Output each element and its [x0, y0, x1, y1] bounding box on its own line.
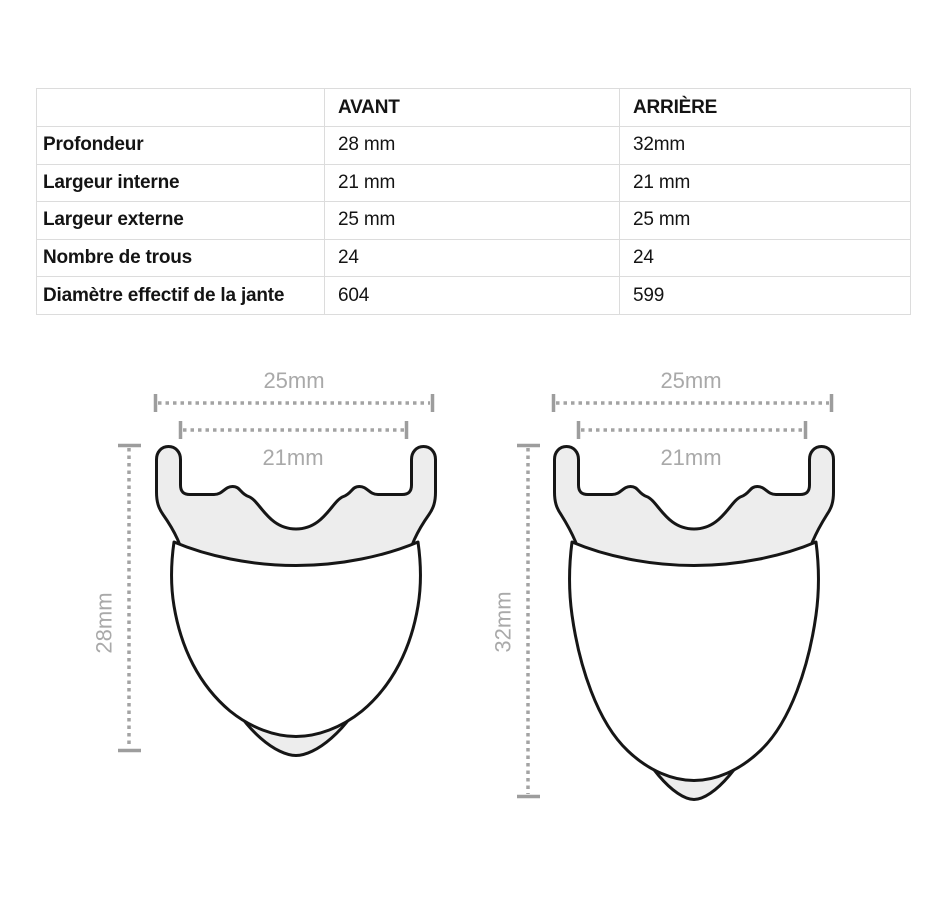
- header-cell-rear: ARRIÈRE: [620, 89, 911, 127]
- table-row: [37, 202, 911, 240]
- rear-rim-diagram: [470, 360, 850, 820]
- front-rim-diagram: [70, 360, 450, 780]
- table-row: [37, 277, 911, 315]
- front-rim-cross-section: [157, 447, 436, 756]
- rear-inner-width-label: 21mm: [660, 445, 722, 470]
- rear-value: 25 mm: [620, 202, 911, 240]
- front-inner-width-label: 21mm: [262, 445, 324, 470]
- front-value: 21 mm: [325, 164, 620, 202]
- front-outer-width-label: 25mm: [263, 368, 325, 393]
- specs-table: [36, 88, 911, 315]
- table-row: [37, 127, 911, 165]
- rear-value: 32mm: [620, 127, 911, 165]
- rim-inner-cavity: [570, 542, 819, 781]
- rear-outer-width-label: 25mm: [660, 368, 722, 393]
- rear-value: 24: [620, 239, 911, 277]
- table-row: [37, 239, 911, 277]
- header-cell-front: AVANT: [325, 89, 620, 127]
- front-value: 28 mm: [325, 127, 620, 165]
- front-value: 604: [325, 277, 620, 315]
- header-cell-empty: [37, 89, 325, 127]
- table-row: [37, 164, 911, 202]
- front-value: 24: [325, 239, 620, 277]
- front-depth-label: 28mm: [91, 592, 117, 654]
- row-label: Nombre de trous: [37, 239, 325, 277]
- rear-value: 21 mm: [620, 164, 911, 202]
- row-label: Largeur interne: [37, 164, 325, 202]
- rear-value: 599: [620, 277, 911, 315]
- row-label: Largeur externe: [37, 202, 325, 240]
- rear-rim-cross-section: [555, 447, 834, 800]
- row-label: Diamètre effectif de la jante: [37, 277, 325, 315]
- row-label: Profondeur: [37, 127, 325, 165]
- front-value: 25 mm: [325, 202, 620, 240]
- rim-inner-cavity: [172, 542, 421, 737]
- table-header-row: [37, 89, 911, 127]
- rear-depth-label: 32mm: [490, 591, 516, 653]
